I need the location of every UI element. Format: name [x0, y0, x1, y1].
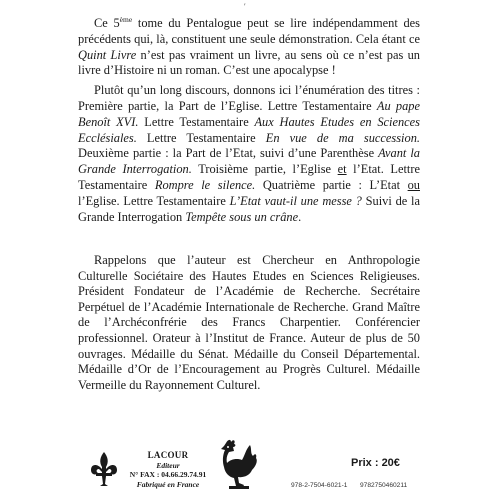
author-bio-paragraph: Rappelons que l’auteur est Chercheur en Anthropologie Culturelle Sociétaire des Hautes Etudes en Sciences Religieuses. Président Fondateur de l’Académie de Recherche. Secrétaire Perpétuel de l’Académie Internationale de Recherche. Grand Maître de l’Archéconfrérie des Francs Charpentier. Conférencier professionnel. Orateur à l’Institut de France. Auteur de plus de 50 ouvrages. Médaille du Sénat. Médaille du Conseil Départemental. Médaille d’Or de l’Encouragement au Progrès Culturel. Médaille Vermeille du Rayonnement Culturel.: [78, 253, 420, 392]
publisher-fax: N° FAX : 04.66.29.74.91: [129, 470, 207, 479]
text-run: Quatrième partie : L’Etat: [255, 177, 408, 192]
text-run: Ce 5: [94, 16, 120, 30]
text-run: Suivi de la Grande Interrogation: [78, 193, 420, 224]
text-run: Plutôt qu’un long discours, donnons ici l’énumération des titres : Première partie, la Part de l’Eglise. Lettre Testamentaire: [78, 83, 420, 113]
text-run: l’Etat. Lettre Testamentaire: [78, 162, 420, 192]
book-title-italic: Quint Livre: [78, 47, 137, 62]
page-mark: ʹ: [244, 2, 246, 11]
ean-number: 9782750460211: [360, 482, 408, 489]
fleur-de-lis-icon: [89, 451, 119, 487]
publisher-info: [118, 451, 218, 489]
letter-title-italic: Rompre le silence.: [154, 177, 256, 192]
text-run: tome du Pentalogue peut se lire indépendamment des précédents qui, là, constituent une seule démonstration. Cela étant ce: [78, 16, 420, 46]
text-run: Lettre Testamentaire: [136, 130, 266, 145]
text-run: n’est pas vraiment un livre, au sens où ce n’est pas un livre d’Histoire ni un roman. C’est une apocalypse !: [78, 47, 420, 78]
author-bio-block: [78, 253, 420, 393]
letter-title-italic: L’Etat vaut-il une messe ?: [229, 193, 362, 208]
letter-title-italic: Tempête sous un crâne: [185, 209, 299, 224]
summary-paragraph-1: [78, 16, 420, 79]
gallic-rooster-icon: [212, 437, 260, 493]
text-run: Deuxième partie : la Part de l’Etat, suivi d’une Parenthèse: [78, 146, 379, 161]
superscript: ème: [119, 14, 133, 24]
underlined-word: ou: [407, 177, 420, 192]
letter-title-italic: Avant la Grande Interrogation.: [78, 146, 420, 177]
publisher-name: LACOUR: [147, 450, 189, 460]
text-run: l’Eglise. Lettre Testamentaire: [78, 193, 230, 208]
price-label: Prix : 20€: [351, 457, 400, 469]
summary-text-block: [78, 16, 420, 229]
isbn-number: 978-2-7504-6021-1: [291, 482, 348, 489]
underlined-word: et: [337, 162, 347, 177]
letter-title-italic: Au pape Benoît XVI.: [78, 98, 420, 129]
letter-title-italic: En vue de ma succession.: [265, 130, 420, 145]
publisher-made-in: Fabriqué en France: [136, 479, 200, 489]
summary-paragraph-2: [78, 83, 420, 225]
text-run: Lettre Testamentaire: [138, 114, 255, 129]
publisher-role: Editeur: [156, 460, 180, 470]
text-run: .: [298, 209, 302, 224]
text-run: Troisième partie, l’Eglise: [191, 162, 338, 177]
letter-title-italic: Aux Hautes Etudes en Sciences Ecclésiales.: [78, 114, 420, 145]
